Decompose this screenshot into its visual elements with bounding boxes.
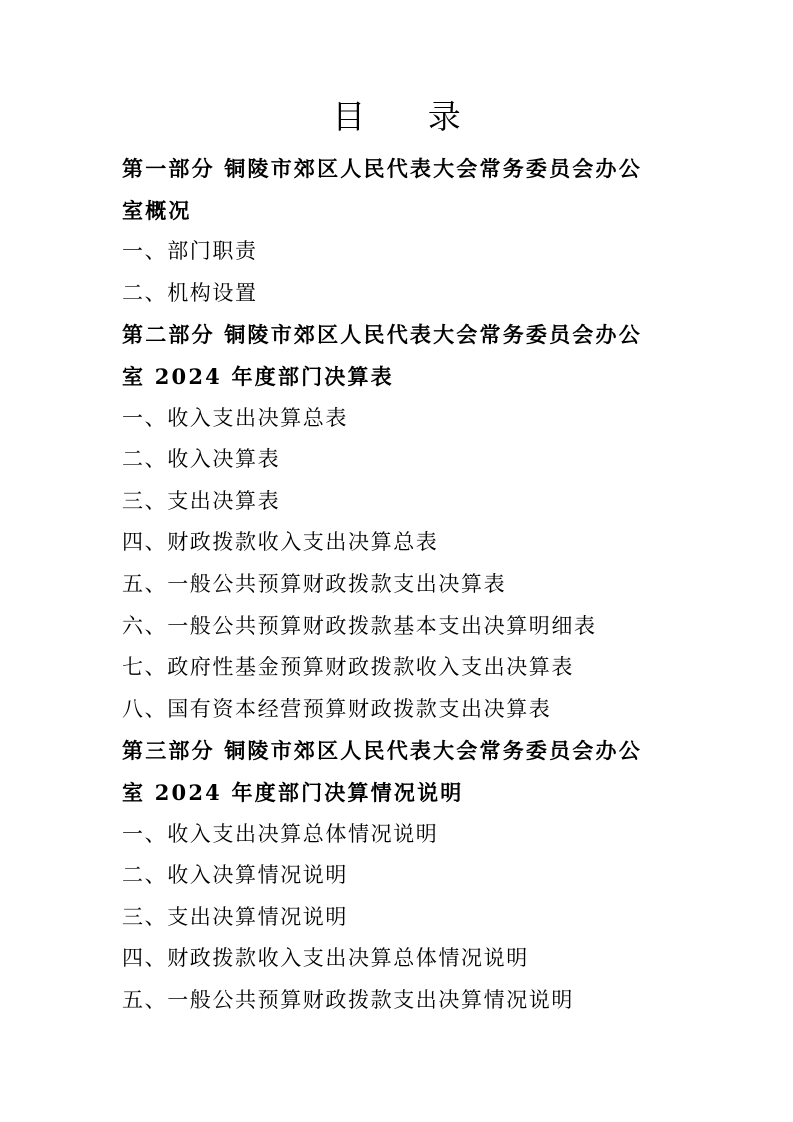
toc-item: 一、部门职责 [122,239,258,264]
section-1-heading-line-2: 室概况 [122,197,192,223]
toc-item: 二、收入决算表 [122,447,281,472]
table-of-contents [122,148,682,1021]
section-3-heading-line-2: 室 2024 年度部门决算情况说明 [122,779,464,805]
toc-item: 五、一般公共预算财政拨款支出决算情况说明 [122,987,574,1012]
toc-item: 一、收入支出决算总体情况说明 [122,821,439,846]
section-2-heading-line-2: 室 2024 年度部门决算表 [122,363,394,389]
page-title: 目 录 [332,97,487,136]
toc-item: 七、政府性基金预算财政拨款收入支出决算表 [122,655,574,680]
toc-item: 一、收入支出决算总表 [122,405,348,430]
toc-item: 六、一般公共预算财政拨款基本支出决算明细表 [122,613,597,638]
toc-item: 五、一般公共预算财政拨款支出决算表 [122,571,507,596]
toc-item: 四、财政拨款收入支出决算总体情况说明 [122,946,529,971]
section-3-heading-line-1: 第三部分 铜陵市郊区人民代表大会常务委员会办公 [122,738,642,764]
toc-item: 二、机构设置 [122,280,258,305]
toc-item: 八、国有资本经营预算财政拨款支出决算表 [122,696,552,721]
toc-item: 三、支出决算情况说明 [122,904,348,929]
toc-item: 二、收入决算情况说明 [122,863,348,888]
section-1-heading-line-1: 第一部分 铜陵市郊区人民代表大会常务委员会办公 [122,156,642,181]
toc-item: 三、支出决算表 [122,488,281,513]
section-2-heading-line-1: 第二部分 铜陵市郊区人民代表大会常务委员会办公 [122,322,642,348]
toc-item: 四、财政拨款收入支出决算总表 [122,530,439,555]
